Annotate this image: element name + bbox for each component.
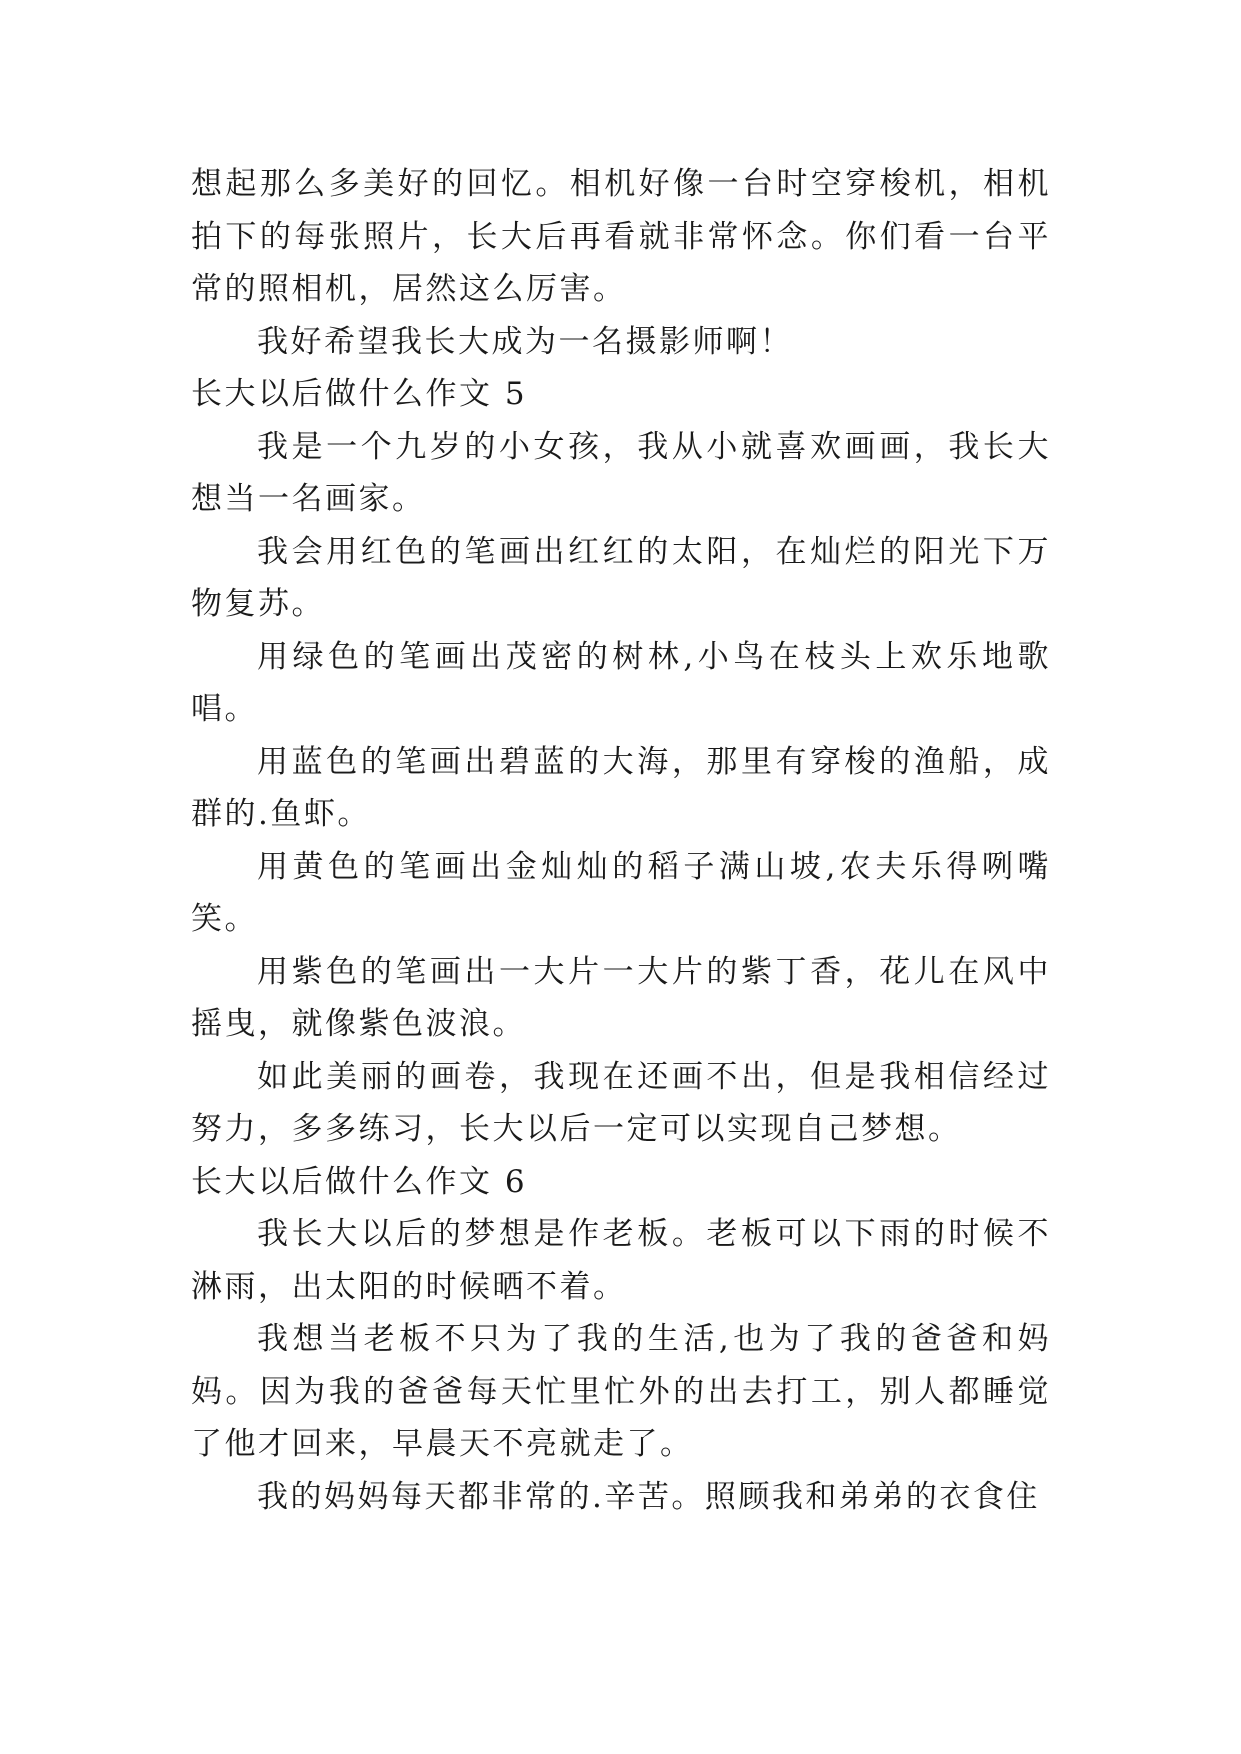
document-body: [191, 158, 1051, 1523]
paragraph: 用黄色的笔画出金灿灿的稻子满山坡,农夫乐得咧嘴笑。: [191, 848, 1051, 937]
paragraph: 我想当老板不只为了我的生活,也为了我的爸爸和妈妈。因为我的爸爸每天忙里忙外的出去打工，别人都睡觉了他才回来，早晨天不亮就走了。: [191, 1321, 1051, 1462]
paragraph: 我是一个九岁的小女孩，我从小就喜欢画画，我长大想当一名画家。: [191, 428, 1051, 517]
paragraph: 用蓝色的笔画出碧蓝的大海，那里有穿梭的渔船，成群的.鱼虾。: [191, 743, 1051, 832]
paragraph: 我的妈妈每天都非常的.辛苦。照顾我和弟弟的衣食住: [257, 1478, 1040, 1515]
paragraph: 用紫色的笔画出一大片一大片的紫丁香，花儿在风中摇曳，就像紫色波浪。: [191, 953, 1051, 1042]
section-heading-6: 长大以后做什么作文 6: [191, 1163, 528, 1200]
paragraph: 我好希望我长大成为一名摄影师啊！: [257, 323, 793, 360]
paragraph: 我长大以后的梦想是作老板。老板可以下雨的时候不淋雨，出太阳的时候晒不着。: [191, 1216, 1051, 1305]
section-heading-5: 长大以后做什么作文 5: [191, 376, 528, 412]
paragraph: 如此美丽的画卷，我现在还画不出，但是我相信经过努力，多多练习，长大以后一定可以实现自己梦想。: [191, 1058, 1051, 1147]
paragraph: 我会用红色的笔画出红红的太阳，在灿烂的阳光下万物复苏。: [191, 533, 1051, 622]
paragraph: 想起那么多美好的回忆。相机好像一台时空穿梭机，相机拍下的每张照片，长大后再看就非常怀念。你们看一台平常的照相机，居然这么厉害。: [191, 166, 1051, 307]
paragraph: 用绿色的笔画出茂密的树林,小鸟在枝头上欢乐地歌唱。: [191, 638, 1051, 727]
